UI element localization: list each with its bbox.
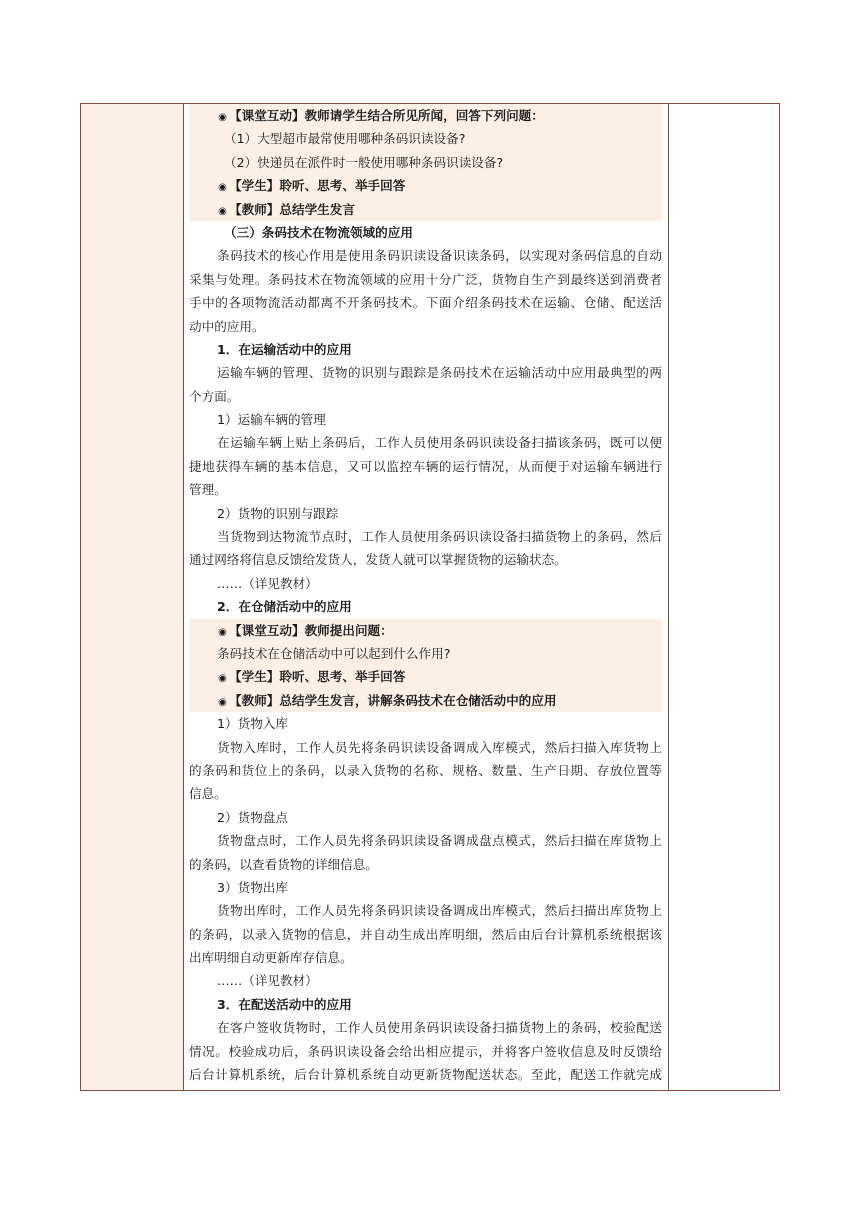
text-line xyxy=(189,455,662,478)
content-body xyxy=(184,104,668,1086)
text-line xyxy=(189,408,662,431)
bullet-line xyxy=(189,198,662,221)
line-text: 【课堂互动】教师请学生结合所见所闻，回答下列问题： xyxy=(229,108,544,123)
text-line xyxy=(189,127,662,150)
line-text: 货物盘点时，工作人员先将条码识读设备调成盘点模式，然后扫描在库货物上 xyxy=(217,833,662,849)
line-text: （三）条码技术在物流领域的应用 xyxy=(224,224,413,240)
text-line xyxy=(189,385,662,408)
line-text: 条码技术的核心作用是使用条码识读设备识读条码，以实现对条码信息的自动 xyxy=(217,248,662,264)
target-bullet-icon: ◉ xyxy=(218,112,227,123)
line-text: 运输车辆的管理、货物的识别与跟踪是条码技术在运输活动中应用最典型的两 xyxy=(217,365,662,381)
line-text: 【教师】总结学生发言，讲解条码技术在仓储活动中的应用 xyxy=(229,692,557,708)
target-bullet-icon: ◉ xyxy=(218,626,227,638)
text-line xyxy=(189,853,662,876)
line-text: 货物入库时，工作人员先将条码识读设备调成入库模式，然后扫描入库货物上 xyxy=(217,739,662,755)
bullet-line xyxy=(189,689,662,712)
heading-line xyxy=(189,595,662,618)
text-line xyxy=(189,806,662,829)
line-text: 动中的应用。 xyxy=(189,318,265,334)
target-bullet-icon: ◉ xyxy=(218,696,227,708)
text-line xyxy=(189,642,662,665)
line-text: 【课堂互动】教师提出问题： xyxy=(229,622,393,638)
line-text: 1）货物入库 xyxy=(217,716,288,732)
text-line xyxy=(189,1016,662,1039)
heading-line xyxy=(189,993,662,1016)
text-line xyxy=(189,923,662,946)
left-column-cell xyxy=(81,104,184,1091)
line-text: （1）大型超市最常使用哪种条码识读设备? xyxy=(224,131,466,147)
heading-line xyxy=(189,338,662,361)
text-line xyxy=(189,899,662,922)
line-text: 的条码，以查看货物的详细信息。 xyxy=(189,856,378,872)
text-line xyxy=(189,151,662,174)
line-text: 货物出库时，工作人员先将条码识读设备调成出库模式，然后扫描出库货物上 xyxy=(217,903,662,919)
line-text: 手中的各项物流活动都离不开条码技术。下面介绍条码技术在运输、仓储、配送活 xyxy=(189,295,662,311)
line-text: 条码技术在仓储活动中可以起到什么作用? xyxy=(217,645,451,661)
text-line xyxy=(189,291,662,314)
content-cell xyxy=(184,104,669,1091)
line-text: 信息。 xyxy=(189,786,227,802)
line-text: ……（详见教材） xyxy=(217,973,318,989)
target-bullet-icon: ◉ xyxy=(218,205,227,217)
text-line xyxy=(189,478,662,501)
line-text: 的条码和货位上的条码，以录入货物的名称、规格、数量、生产日期、存放位置等 xyxy=(189,762,662,778)
line-text: 在客户签收货物时，工作人员使用条码识读设备扫描货物上的条码，校验配送 xyxy=(217,1020,662,1036)
right-column-cell xyxy=(669,104,780,1091)
text-line xyxy=(189,1063,662,1086)
text-line xyxy=(189,548,662,571)
bullet-line xyxy=(189,174,662,197)
text-line xyxy=(189,502,662,525)
text-line xyxy=(189,572,662,595)
line-text: 3）货物出库 xyxy=(217,879,288,895)
line-text: 2．在仓储活动中的应用 xyxy=(217,599,352,615)
text-line xyxy=(189,759,662,782)
line-text: 【学生】聆听、思考、举手回答 xyxy=(229,178,406,194)
line-text: 在运输车辆上贴上条码后，工作人员使用条码识读设备扫描该条码，既可以便 xyxy=(217,435,662,451)
text-line xyxy=(189,712,662,735)
line-text: 捷地获得车辆的基本信息，又可以监控车辆的运行情况，从而便于对运输车辆进行 xyxy=(189,458,662,474)
line-text: （2）快递员在派件时一般使用哪种条码识读设备? xyxy=(224,154,504,170)
text-line xyxy=(189,736,662,759)
text-line xyxy=(189,876,662,899)
text-line xyxy=(189,525,662,548)
text-line xyxy=(189,946,662,969)
text-line xyxy=(189,268,662,291)
bullet-line xyxy=(189,665,662,688)
text-line xyxy=(189,244,662,267)
lesson-plan-table xyxy=(80,103,780,1091)
line-text: 的条码，以录入货物的信息，并自动生成出库明细，然后由后台计算机系统根据该 xyxy=(189,926,662,942)
text-line xyxy=(189,315,662,338)
heading-line xyxy=(189,221,662,244)
line-text: 管理。 xyxy=(189,482,227,498)
text-line xyxy=(189,1040,662,1063)
line-text: 后台计算机系统，后台计算机系统自动更新货物配送状态。至此，配送工作就完成 xyxy=(189,1067,662,1083)
line-text: 通过网络将信息反馈给发货人，发货人就可以掌握货物的运输状态。 xyxy=(189,552,567,568)
line-text: 【学生】聆听、思考、举手回答 xyxy=(229,669,406,685)
line-text: 情况。校验成功后，条码识读设备会给出相应提示，并将客户签收信息及时反馈给 xyxy=(189,1043,662,1059)
line-text: 2）货物的识别与跟踪 xyxy=(217,505,339,521)
text-line xyxy=(189,969,662,992)
line-text: 当货物到达物流节点时，工作人员使用条码识读设备扫描货物上的条码，然后 xyxy=(217,529,662,545)
target-bullet-icon: ◉ xyxy=(218,182,227,194)
line-text: 3．在配送活动中的应用 xyxy=(217,996,352,1012)
line-text: 2）货物盘点 xyxy=(217,809,288,825)
text-line xyxy=(189,431,662,454)
text-line xyxy=(189,829,662,852)
target-bullet-icon: ◉ xyxy=(218,673,227,685)
line-text: 出库明细自动更新库存信息。 xyxy=(189,950,353,966)
line-text: 1．在运输活动中的应用 xyxy=(217,341,352,357)
line-text: 个方面。 xyxy=(189,388,240,404)
line-text: ……（详见教材） xyxy=(217,575,318,591)
bullet-line xyxy=(189,104,662,127)
text-line xyxy=(189,782,662,805)
line-text: 1）运输车辆的管理 xyxy=(217,412,326,428)
text-line xyxy=(189,361,662,384)
bullet-line xyxy=(189,619,662,642)
line-text: 【教师】总结学生发言 xyxy=(229,201,355,217)
line-text: 采集与处理。条码技术在物流领域的应用十分广泛，货物自生产到最终送到消费者 xyxy=(189,271,662,287)
